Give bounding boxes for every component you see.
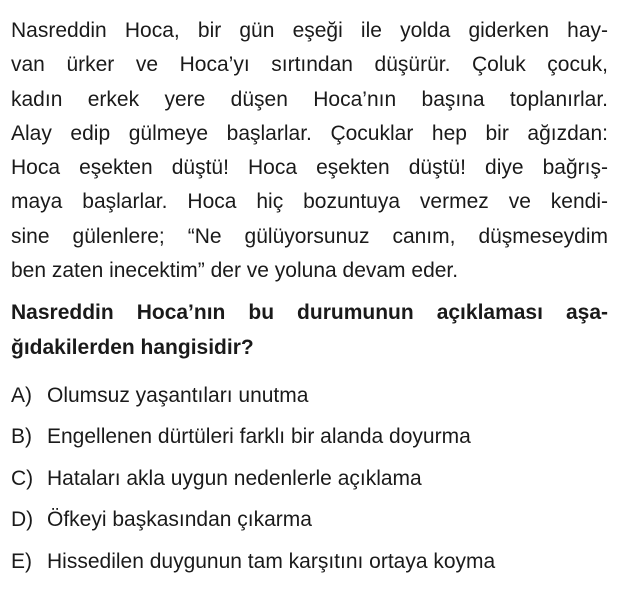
option-text: Öfkeyi başkasından çıkarma [47, 508, 312, 532]
option-e[interactable] [11, 541, 608, 583]
option-letter: A) [11, 383, 32, 407]
option-text: Olumsuz yaşantıları unutma [47, 383, 309, 407]
passage-line: Alay edip gülmeye başlarlar. Çocuklar hep bir ağızdan: [11, 121, 608, 145]
option-d[interactable] [11, 499, 608, 541]
question-passage [11, 14, 608, 288]
passage-line: kadın erkek yere düşen Hoca’nın başına toplanırlar. [11, 87, 608, 111]
option-text: Hissedilen duygunun tam karşıtını ortaya koyma [47, 549, 496, 573]
passage-line: ben zaten inecektim” der ve yoluna devam eder. [11, 259, 459, 283]
option-letter: B) [11, 425, 32, 449]
answer-options [11, 375, 608, 583]
question-block [11, 14, 608, 582]
passage-line: van ürker ve Hoca’yı sırtından düşürür. Çoluk çocuk, [11, 53, 608, 77]
passage-line: Hoca eşekten düştü! Hoca eşekten düştü! diye bağrış- [11, 156, 608, 180]
prompt-line: ğıdakilerden hangisidir? [11, 335, 254, 359]
option-letter: C) [11, 466, 34, 490]
option-b[interactable] [11, 416, 608, 458]
question-prompt [11, 296, 608, 365]
option-c[interactable] [11, 458, 608, 500]
option-letter: D) [11, 508, 34, 532]
option-a[interactable] [11, 375, 608, 417]
option-letter: E) [11, 549, 32, 573]
passage-line: maya başlarlar. Hoca hiç bozuntuya vermez ve kendi- [11, 190, 608, 214]
prompt-line: Nasreddin Hoca’nın bu durumunun açıklaması aşa- [11, 301, 608, 325]
option-text: Hataları akla uygun nedenlerle açıklama [47, 466, 422, 490]
passage-line: Nasreddin Hoca, bir gün eşeği ile yolda giderken hay- [11, 19, 608, 42]
option-text: Engellenen dürtüleri farklı bir alanda doyurma [47, 425, 471, 449]
passage-line: sine gülenlere; “Ne gülüyorsunuz canım, düşmeseydim [11, 224, 608, 248]
